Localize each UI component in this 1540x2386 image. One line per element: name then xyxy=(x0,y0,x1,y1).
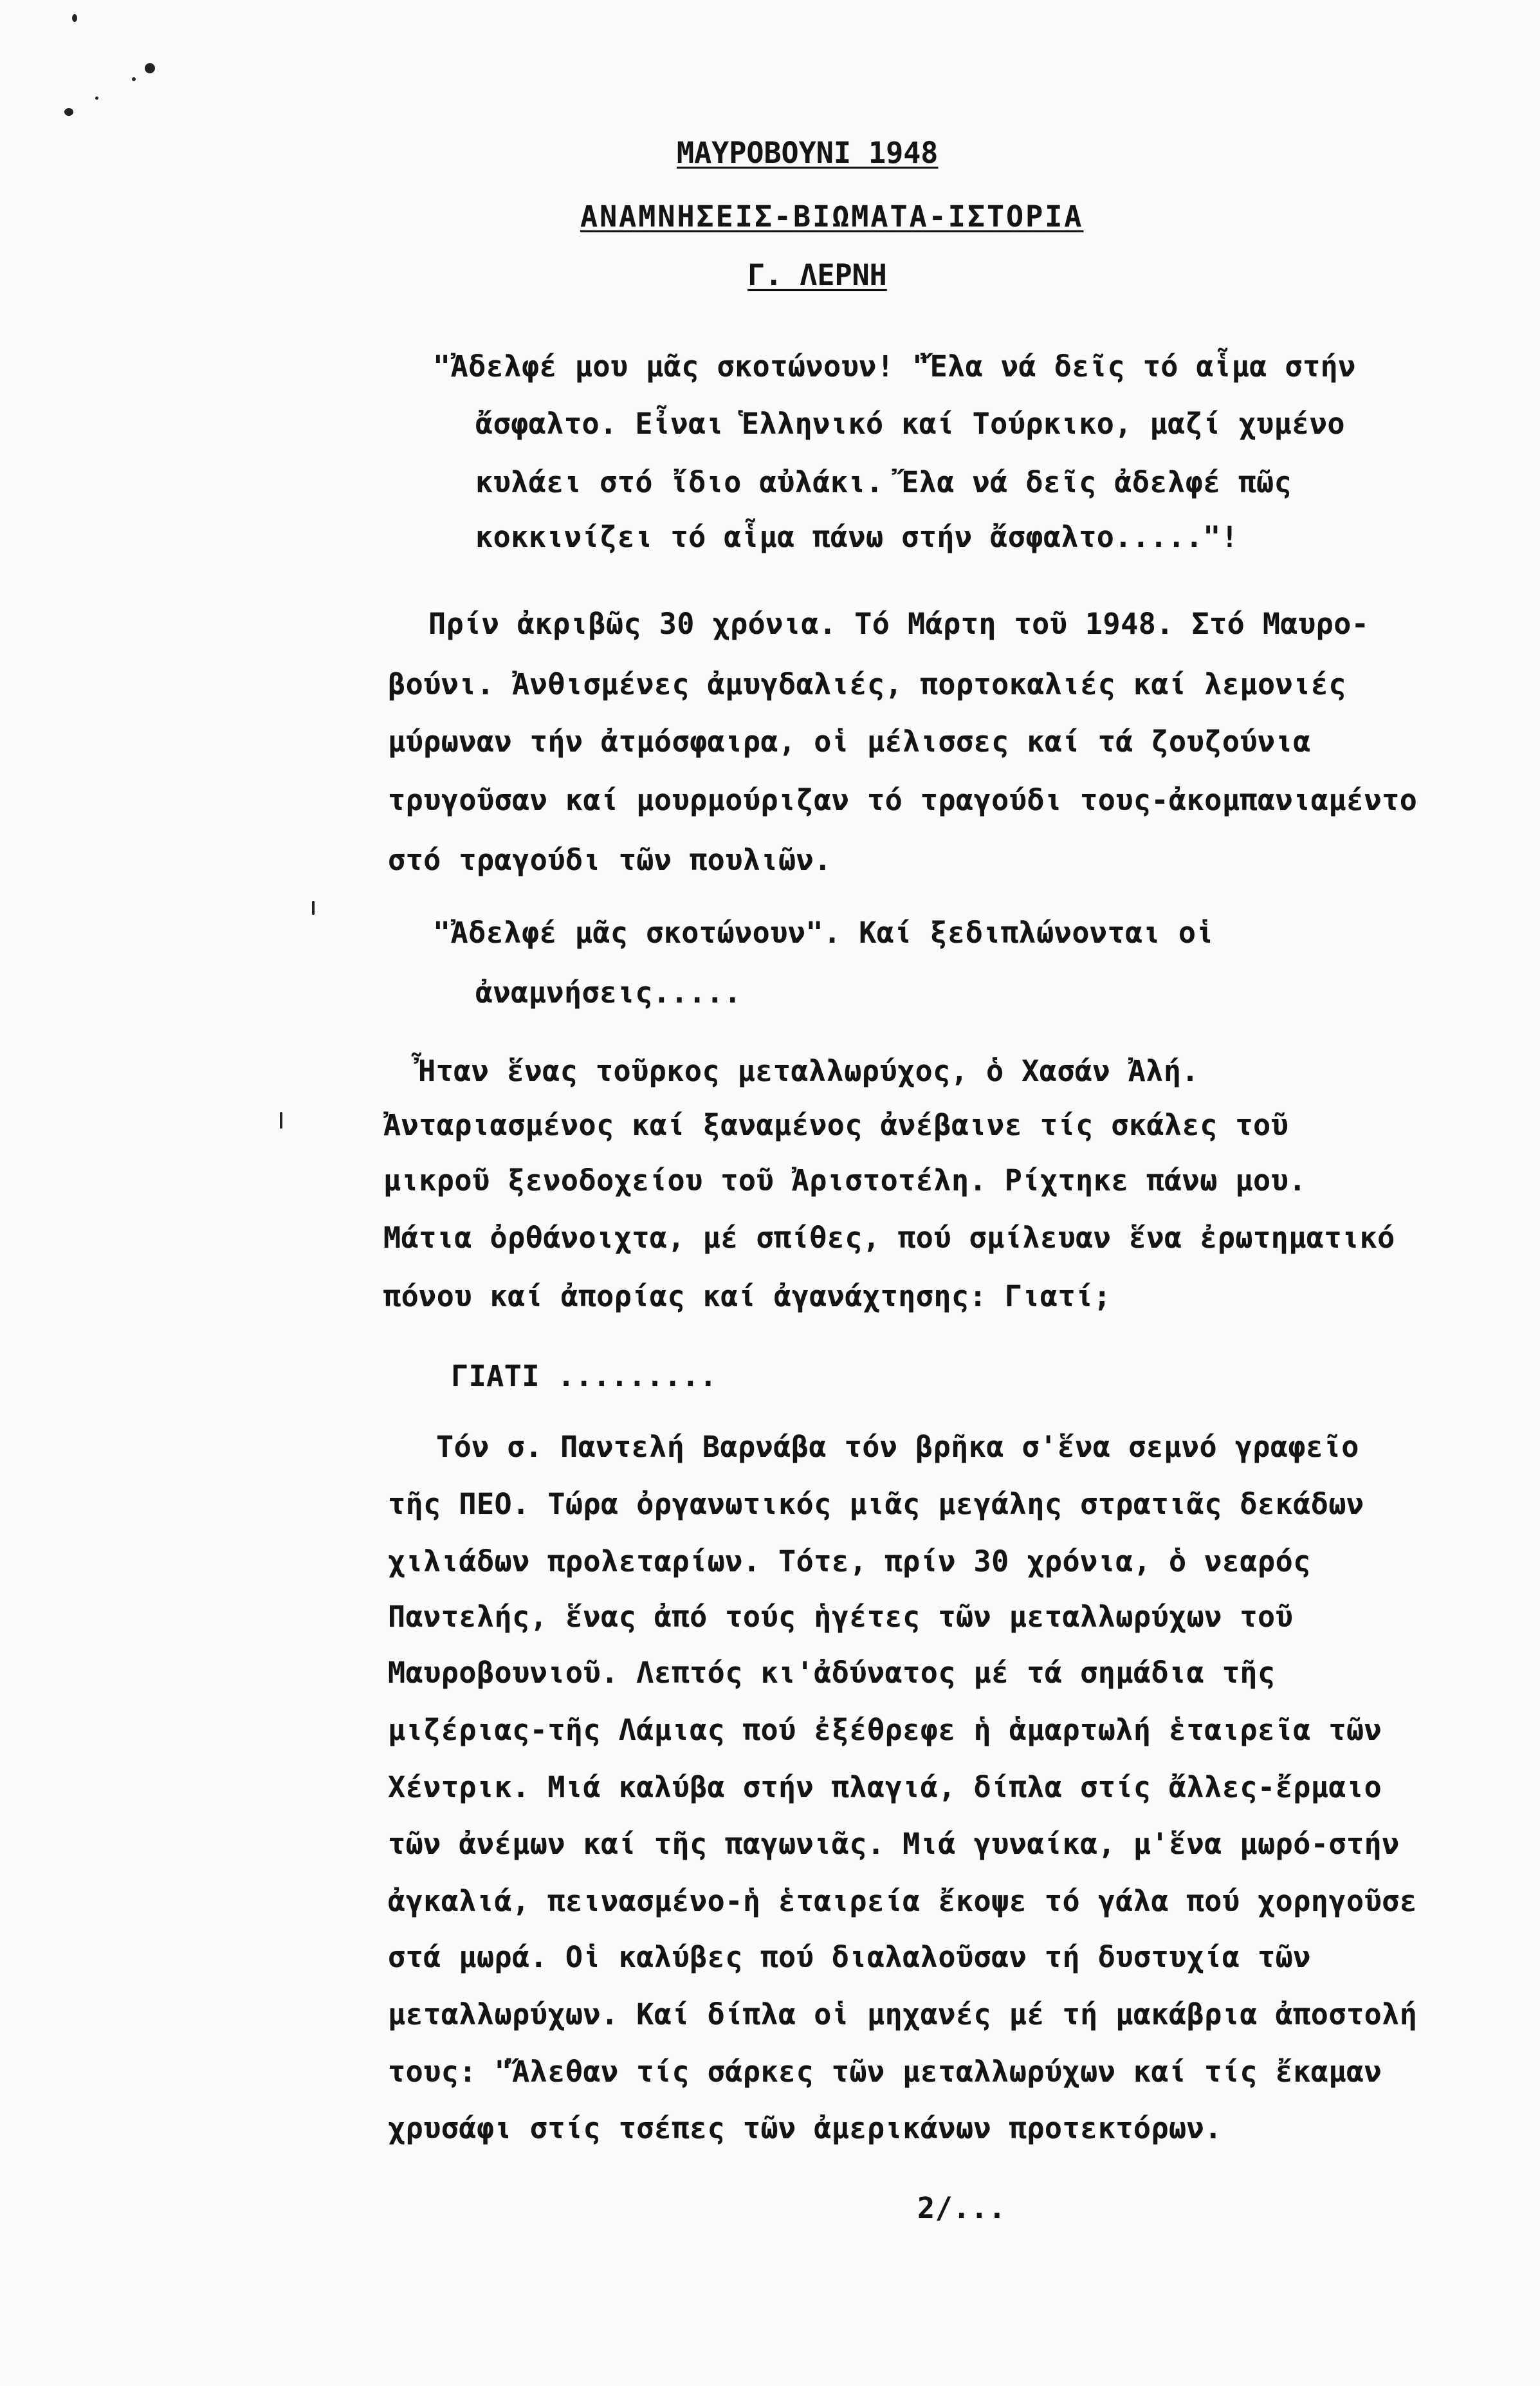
paragraph-line: "Ἀδελφέ μᾶς σκοτώνουν". Καί ξεδιπλώνονται οἱ xyxy=(433,916,1215,950)
paragraph-line: βούνι. Ἀνθισμένες ἀμυγδαλιές, πορτοκαλιές καί λεμονιές xyxy=(388,667,1346,701)
paragraph-line: "Ἀδελφέ μου μᾶς σκοτώνουν! "Ἔλα νά δεῖς τό αἷμα στήν xyxy=(433,349,1356,384)
paragraph-line: Παντελής, ἕνας ἀπό τούς ἡγέτες τῶν μεταλλωρύχων τοῦ xyxy=(388,1600,1294,1634)
paragraph-line: μιζέριας-τῆς Λάμιας πού ἐξέθρεφε ἡ ἁμαρτωλή ἑταιρεῖα τῶν xyxy=(388,1713,1382,1747)
paragraph-line: ἀναμνήσεις..... xyxy=(475,976,742,1010)
paragraph-line: τῶν ἀνέμων καί τῆς παγωνιᾶς. Μιά γυναίκα, μ'ἕνα μωρό-στήν xyxy=(388,1827,1400,1861)
section-heading: ΓΙΑΤΙ ......... xyxy=(451,1359,717,1393)
document-subtitle: ΑΝΑΜΝΗΣΕΙΣ-ΒΙΩΜΑΤΑ-ΙΣΤΟΡΙΑ xyxy=(580,199,1084,234)
paragraph-line: μεταλλωρύχων. Καί δίπλα οἱ μηχανές μέ τή μακάβρια ἀποστολή xyxy=(388,1997,1418,2031)
paragraph-line: στά μωρά. Οἱ καλύβες πού διαλαλοῦσαν τή δυστυχία τῶν xyxy=(388,1940,1311,1974)
paragraph-line: Μάτια ὀρθάνοιχτα, μέ σπίθες, πού σμίλευαν ἕνα ἐρωτηματικό xyxy=(383,1221,1395,1255)
paragraph-line: τρυγοῦσαν καί μουρμούριζαν τό τραγούδι τους-ἀκομπανιαμέντο xyxy=(388,783,1418,817)
paragraph-line: χιλιάδων προλεταρίων. Τότε, πρίν 30 χρόνια, ὁ νεαρός xyxy=(388,1544,1311,1578)
paragraph-line: Χέντρικ. Μιά καλύβα στήν πλαγιά, δίπλα στίς ἄλλες-ἔρμαιο xyxy=(388,1770,1382,1804)
paragraph-line: Ἀνταριασμένος καί ξαναμένος ἀνέβαινε τίς σκάλες τοῦ xyxy=(383,1108,1289,1142)
paragraph-line: ἄσφαλτο. Εἶναι Ἑλληνικό καί Τούρκικο, μαζί χυμένο xyxy=(475,407,1346,441)
page-marker: 2/... xyxy=(917,2191,1006,2225)
scan-speck xyxy=(132,77,136,81)
paragraph-line: Μαυροβουνιοῦ. Λεπτός κι'ἀδύνατος μέ τά σημάδια τῆς xyxy=(388,1656,1276,1690)
paragraph-line: Ἦταν ἕνας τοῦρκος μεταλλωρύχος, ὁ Χασάν Ἀλή. xyxy=(418,1054,1200,1088)
paragraph-line: μύρωναν τήν ἀτμόσφαιρα, οἱ μέλισσες καί τά ζουζούνια xyxy=(388,725,1311,759)
paragraph-line: στό τραγούδι τῶν πουλιῶν. xyxy=(388,843,832,877)
scan-speck xyxy=(64,108,73,116)
scan-speck xyxy=(145,63,155,73)
paragraph-line: πόνου καί ἀπορίας καί ἀγανάχτησης: Γιατί; xyxy=(383,1279,1112,1313)
paragraph-line: τους: "Ἄλεθαν τίς σάρκες τῶν μεταλλωρύχων καί τίς ἔκαμαν xyxy=(388,2055,1382,2089)
document-title: ΜΑΥΡΟΒΟΥΝΙ 1948 xyxy=(677,136,939,170)
paragraph-line: Πρίν ἀκριβῶς 30 χρόνια. Τό Μάρτη τοῦ 1948. Στό Μαυρο- xyxy=(428,607,1370,641)
scan-speck xyxy=(312,901,315,915)
paragraph-line: Τόν σ. Παντελή Βαρνάβα τόν βρῆκα σ'ἕνα σεμνό γραφεῖο xyxy=(436,1430,1359,1464)
paragraph-line: ἀγκαλιά, πεινασμένο-ἡ ἑταιρεία ἔκοψε τό γάλα πού χορηγοῦσε xyxy=(388,1884,1418,1918)
paragraph-line: κοκκινίζει τό αἷμα πάνω στήν ἄσφαλτο....."! xyxy=(475,520,1239,554)
paragraph-line: τῆς ΠΕΟ. Τώρα ὀργανωτικός μιᾶς μεγάλης στρατιᾶς δεκάδων xyxy=(388,1487,1364,1521)
paragraph-line: χρυσάφι στίς τσέπες τῶν ἀμερικάνων προτεκτόρων. xyxy=(388,2111,1222,2145)
scan-speck xyxy=(95,97,98,100)
scan-speck xyxy=(280,1112,282,1129)
document-author: Γ. ΛΕΡΝΗ xyxy=(747,258,887,292)
scan-speck xyxy=(72,14,77,22)
paragraph-line: μικροῦ ξενοδοχείου τοῦ Ἀριστοτέλη. Ρίχτηκε πάνω μου. xyxy=(383,1163,1306,1198)
paragraph-line: κυλάει στό ἴδιο αὐλάκι. Ἔλα νά δεῖς ἀδελφέ πῶς xyxy=(475,465,1292,499)
